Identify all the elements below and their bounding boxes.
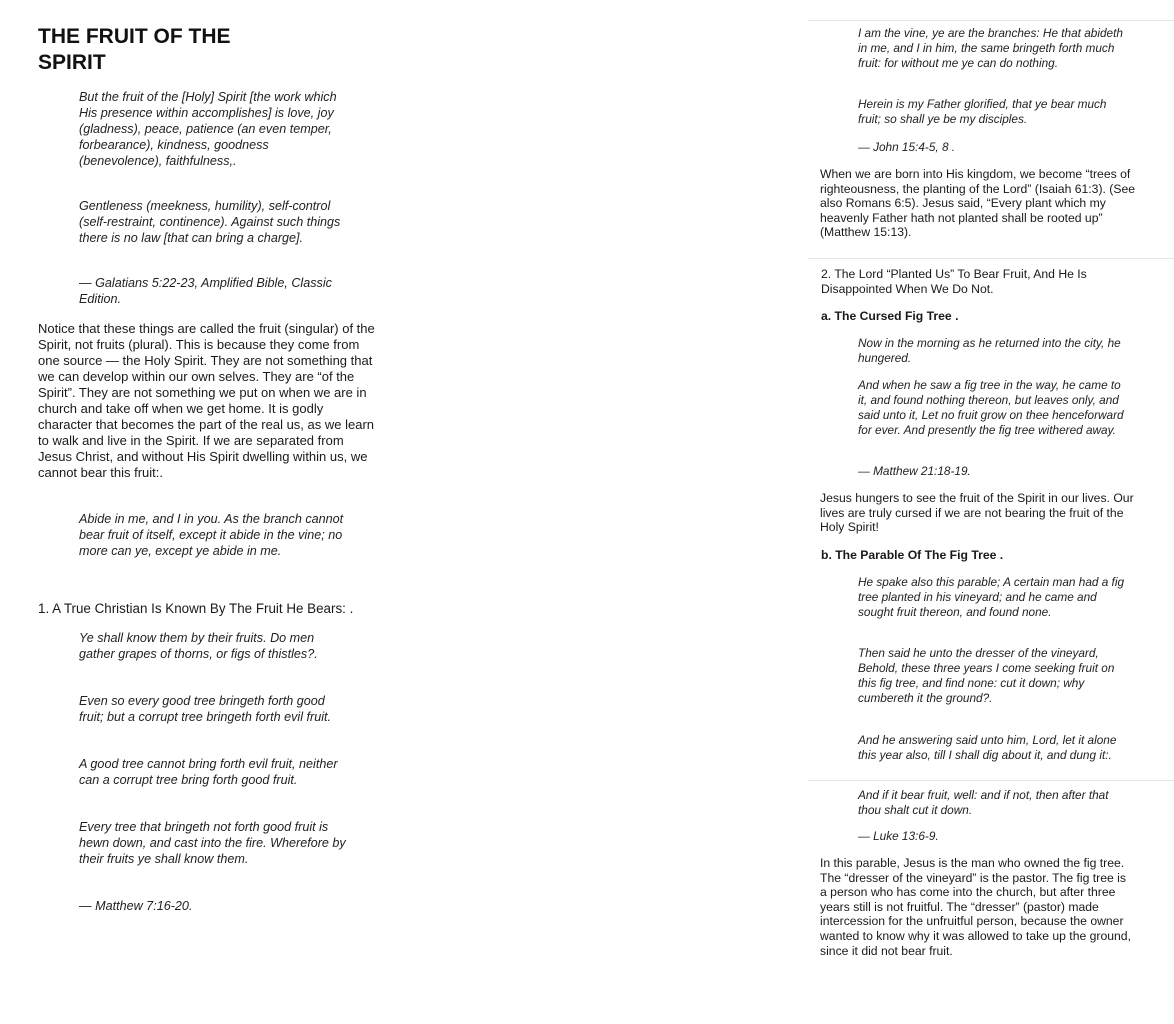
matthew-quote-3: A good tree cannot bring forth evil fruit, neither can a corrupt tree bring forth good fruit. [79,757,338,787]
section-heading-2: 2. The Lord “Planted Us” To Bear Fruit, And He Is Disappointed When We Do Not. [821,267,1087,296]
galatians-quote-2: Gentleness (meekness, humility), self-control (self-restraint, continence). Against such things there is no law [that can bring a charge]. [79,199,341,245]
parable-quote-3: And he answering said unto him, Lord, let it alone this year also, till I shall dig about it, and dung it:. [858,733,1117,762]
parable-quote-2: Then said he unto the dresser of the vineyard, Behold, these three years I come seeking fruit on this fig tree, and find none: cut it down; why cumbereth it the ground?. [858,646,1115,705]
john-reference: — John 15:4-5, 8 . [858,140,956,154]
parable-explanation-paragraph: In this parable, Jesus is the man who owned the fig tree. The “dresser of the vineyard” is the pastor. The fig tree is a person who has come into the church, but after three years still is not fruitful. The “dresser” (pastor) made intercession for the unfruitful person, because the owner wanted to know why it was allowed to take up the ground, since it did not bear fruit. [820,856,1131,958]
vine-quote-1: I am the vine, ye are the branches: He that abideth in me, and I in him, the same bringeth forth much fruit: for without me ye can do nothing. [858,26,1123,70]
parable-quote-4: And if it bear fruit, well: and if not, then after that thou shalt cut it down. [858,788,1109,817]
galatians-quote-1: But the fruit of the [Holy] Spirit [the work which His presence within accomplishes] is love, joy (gladness), peace, patience (an even temper, forbearance), kindness, goodness (benevolence), faithfulness,. [79,90,337,168]
abide-quote: Abide in me, and I in you. As the branch cannot bear fruit of itself, except it abide in the vine; no more can ye, except ye abide in me. [79,512,344,558]
parable-quote-1: He spake also this parable; A certain man had a fig tree planted in his vineyard; and he came and sought fruit thereon, and found none. [858,575,1125,619]
fig-quote-1: Now in the morning as he returned into the city, he hungered. [858,336,1121,365]
subheading-cursed-fig-tree: a. The Cursed Fig Tree . [821,309,959,323]
vine-quote-2: Herein is my Father glorified, that ye bear much fruit; so shall ye be my disciples. [858,97,1107,126]
luke-reference: — Luke 13:6-9. [858,829,939,843]
matthew-quote-1: Ye shall know them by their fruits. Do men gather grapes of thorns, or figs of thistles?. [79,631,318,661]
hunger-paragraph: Jesus hungers to see the fruit of the Spirit in our lives. Our lives are truly cursed if we are not bearing the fruit of the Holy Spirit! [820,491,1134,535]
fig-quote-2: And when he saw a fig tree in the way, he came to it, and found nothing thereon, but leaves only, and said unto it, Let no fruit grow on thee henceforward for ever. And presently the fig tree withered away. [858,378,1124,437]
divider-top [808,20,1174,21]
matthew-quote-2: Even so every good tree bringeth forth good fruit; but a corrupt tree bringeth forth evil fruit. [79,694,331,724]
notice-paragraph: Notice that these things are called the fruit (singular) of the Spirit, not fruits (plural). This is because they come from one source — the Holy Spirit. They are not something that we can develop within our own selves. They are “of the Spirit”. They are not something we put on when we are in church and take off when we get home. It is godly character that becomes the part of the real us, as we learn to walk and live in the Spirit. If we are separated from Jesus Christ, and without His Spirit dwelling within us, we cannot bear this fruit:. [38,321,375,480]
matthew-21-reference: — Matthew 21:18-19. [858,464,971,478]
divider-lower [808,780,1174,781]
matthew-reference: — Matthew 7:16-20. [79,899,193,913]
page-title: THE FRUIT OF THE SPIRIT [38,25,231,74]
subheading-parable-fig-tree: b. The Parable Of The Fig Tree . [821,548,1004,562]
galatians-reference: — Galatians 5:22-23, Amplified Bible, Classic Edition. [79,276,332,306]
born-paragraph: When we are born into His kingdom, we become “trees of righteousness, the planting of the Lord” (Isaiah 61:3). (See also Romans 6:5). Jesus said, “Every plant which my heavenly Father hath not planted shall be rooted up” (Matthew 15:13). [820,167,1136,240]
section-heading-1: 1. A True Christian Is Known By The Fruit He Bears: . [38,601,354,616]
matthew-quote-4: Every tree that bringeth not forth good fruit is hewn down, and cast into the fire. Wherefore by their fruits ye shall know them. [79,820,346,866]
divider-middle [808,258,1174,259]
